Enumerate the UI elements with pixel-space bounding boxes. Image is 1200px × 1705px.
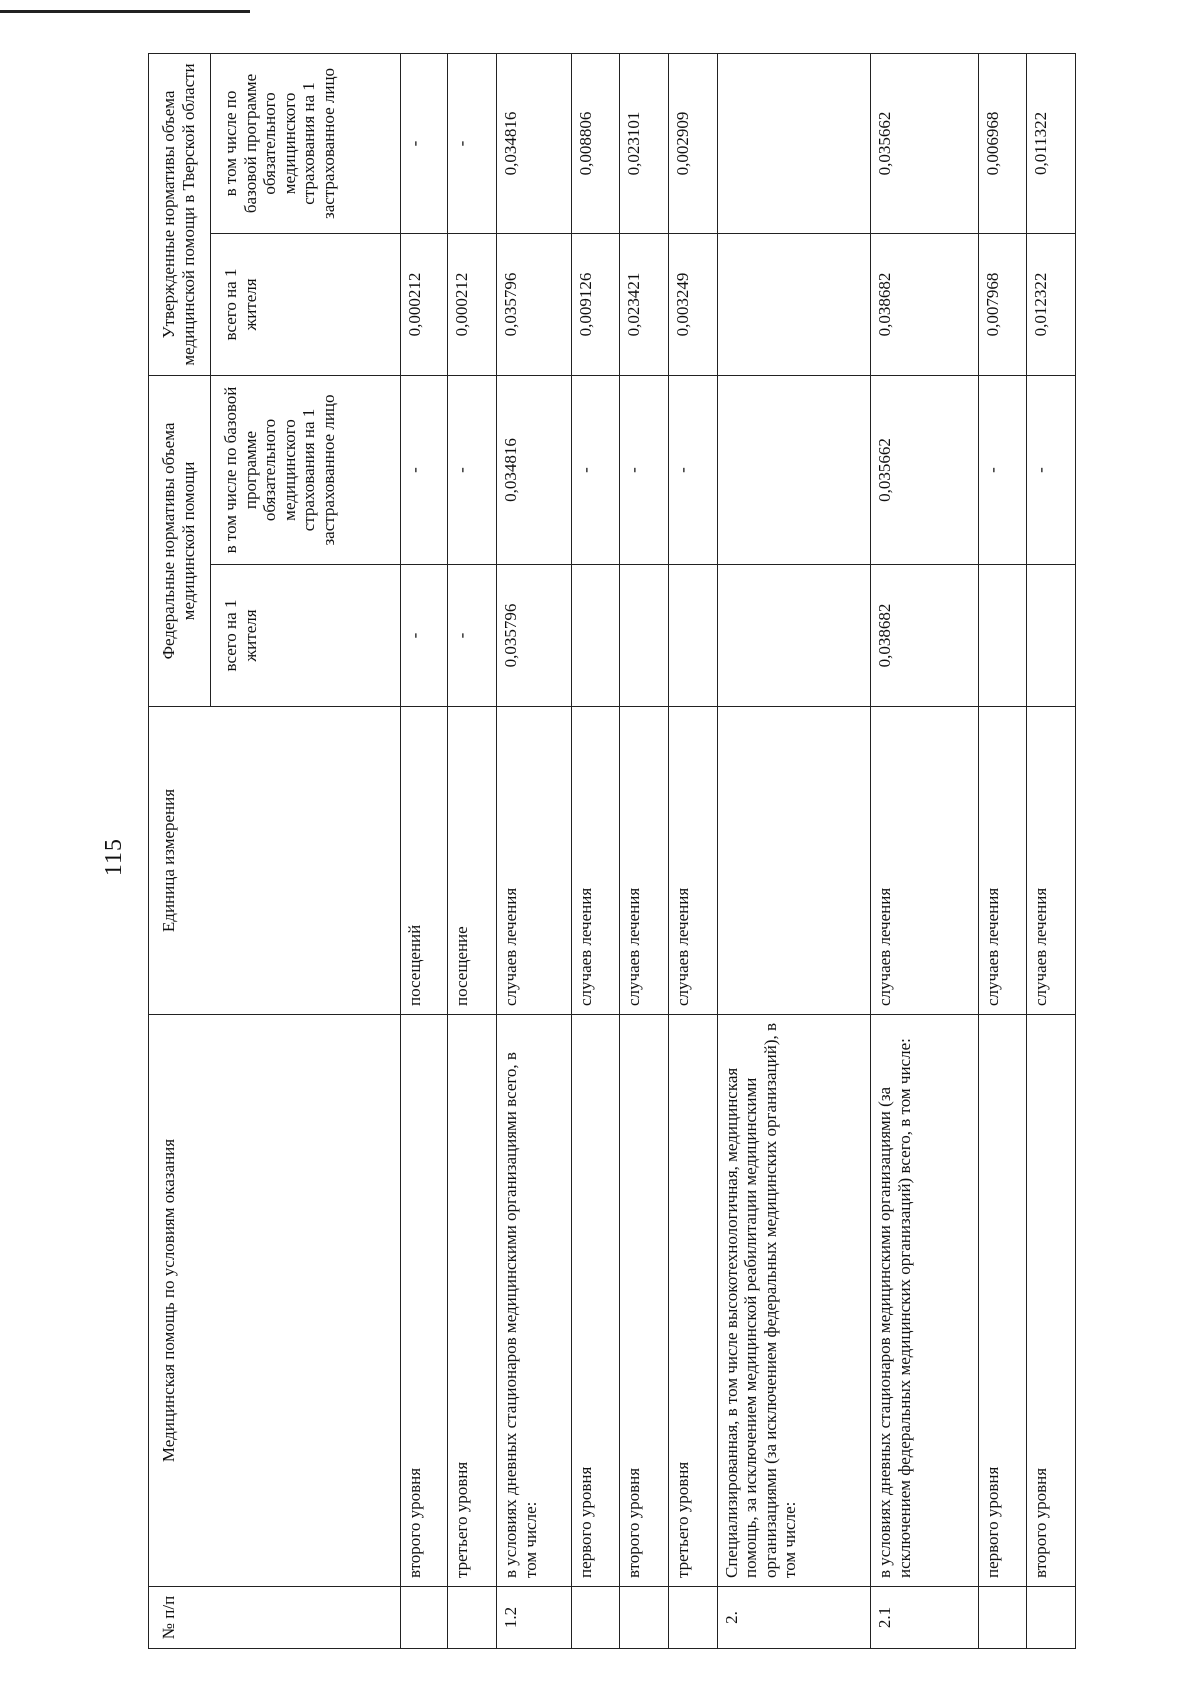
row-tver-total: 0,000212: [448, 233, 497, 375]
row-fed-oms: -: [620, 375, 669, 564]
row-tver-total: [717, 233, 871, 375]
header-tver-total: всего на 1 жителя: [211, 233, 401, 375]
row-name: второго уровня: [620, 1015, 669, 1587]
row-tver-oms: 0,034816: [497, 53, 572, 233]
row-unit: случаев лечения: [620, 707, 669, 1015]
row-fed-oms: -: [1027, 375, 1076, 564]
row-num: [620, 1587, 669, 1649]
row-tver-oms: 0,023101: [620, 53, 669, 233]
row-tver-total: 0,035796: [497, 233, 572, 375]
row-num: [978, 1587, 1027, 1649]
row-fed-oms: [717, 375, 871, 564]
row-fed-oms: 0,035662: [871, 375, 978, 564]
row-num: [448, 1587, 497, 1649]
row-name: в условиях дневных стационаров медицинскими организациями (за исключением федеральных медицинских организаций) всего, в том числе:: [871, 1015, 978, 1587]
row-fed-oms: -: [571, 375, 620, 564]
table-row: [871, 53, 978, 1648]
row-unit: случаев лечения: [871, 707, 978, 1015]
row-fed-total: [620, 565, 669, 707]
row-num: [401, 1587, 448, 1649]
row-unit: посещение: [448, 707, 497, 1015]
row-tver-total: 0,000212: [401, 233, 448, 375]
row-tver-oms: -: [401, 53, 448, 233]
header-federal-total: всего на 1 жителя: [211, 565, 401, 707]
header-tver: Утвержденные нормативы объема медицинской помощи в Тверской области: [149, 53, 211, 375]
row-tver-total: 0,012322: [1027, 233, 1076, 375]
row-name: в условиях дневных стационаров медицинскими организациями всего, в том числе:: [497, 1015, 572, 1587]
row-fed-oms: -: [668, 375, 717, 564]
row-num: [668, 1587, 717, 1649]
table-row: [978, 53, 1027, 1648]
row-fed-oms: 0,034816: [497, 375, 572, 564]
header-tver-oms: в том числе по базовой программе обязательного медицинского страхования на 1 застрахованное лицо: [211, 53, 401, 233]
row-name: первого уровня: [978, 1015, 1027, 1587]
table-row: [497, 53, 572, 1648]
row-num: 2.: [717, 1587, 871, 1649]
row-fed-total: 0,035796: [497, 565, 572, 707]
table-row: [1027, 53, 1076, 1648]
row-unit: случаев лечения: [668, 707, 717, 1015]
table-row: [717, 53, 871, 1648]
medical-care-norms-table: [148, 53, 1076, 1649]
row-unit: [717, 707, 871, 1015]
table-row: [571, 53, 620, 1648]
row-fed-total: [717, 565, 871, 707]
row-name: второго уровня: [1027, 1015, 1076, 1587]
row-unit: случаев лечения: [497, 707, 572, 1015]
row-tver-oms: 0,035662: [871, 53, 978, 233]
row-num: [1027, 1587, 1076, 1649]
table-row: [620, 53, 669, 1648]
header-unit: Единица измерения: [149, 707, 401, 1015]
row-fed-oms: -: [978, 375, 1027, 564]
row-fed-total: [978, 565, 1027, 707]
row-fed-total: 0,038682: [871, 565, 978, 707]
row-num: [571, 1587, 620, 1649]
row-fed-total: [571, 565, 620, 707]
row-name: третьего уровня: [668, 1015, 717, 1587]
row-tver-total: 0,023421: [620, 233, 669, 375]
row-tver-oms: 0,011322: [1027, 53, 1076, 233]
row-name: Специализированная, в том числе высокотехнологичная, медицинская помощь, за исключением медицинской реабилитации медицинскими организациями (за исключением федеральных медицинских организаций), в том числе:: [717, 1015, 871, 1587]
table-row: [448, 53, 497, 1648]
row-fed-total: [1027, 565, 1076, 707]
header-name: Медицинская помощь по условиям оказания: [149, 1015, 401, 1587]
row-fed-total: -: [401, 565, 448, 707]
row-name: первого уровня: [571, 1015, 620, 1587]
row-fed-total: [668, 565, 717, 707]
row-name: третьего уровня: [448, 1015, 497, 1587]
row-num: 2.1: [871, 1587, 978, 1649]
header-federal-oms: в том числе по базовой программе обязательного медицинского страхования на 1 застрахованное лицо: [211, 375, 401, 564]
row-tver-total: 0,007968: [978, 233, 1027, 375]
table-row: [668, 53, 717, 1648]
row-unit: случаев лечения: [1027, 707, 1076, 1015]
row-tver-oms: [717, 53, 871, 233]
row-fed-oms: -: [448, 375, 497, 564]
row-tver-total: 0,009126: [571, 233, 620, 375]
row-tver-oms: 0,006968: [978, 53, 1027, 233]
row-tver-oms: 0,002909: [668, 53, 717, 233]
row-tver-oms: -: [448, 53, 497, 233]
header-federal: Федеральные нормативы объема медицинской помощи: [149, 375, 211, 706]
row-num: 1.2: [497, 1587, 572, 1649]
row-fed-total: -: [448, 565, 497, 707]
row-unit: случаев лечения: [978, 707, 1027, 1015]
row-unit: посещений: [401, 707, 448, 1015]
rotated-table-container: [148, 54, 1076, 1649]
table-row: [401, 53, 448, 1648]
row-unit: случаев лечения: [571, 707, 620, 1015]
row-fed-oms: -: [401, 375, 448, 564]
row-tver-total: 0,038682: [871, 233, 978, 375]
page-number: 115: [101, 838, 127, 877]
row-tver-oms: 0,008806: [571, 53, 620, 233]
row-tver-total: 0,003249: [668, 233, 717, 375]
row-name: второго уровня: [401, 1015, 448, 1587]
scan-artifact-line: [0, 10, 250, 13]
header-num: № п/п: [149, 1587, 401, 1649]
